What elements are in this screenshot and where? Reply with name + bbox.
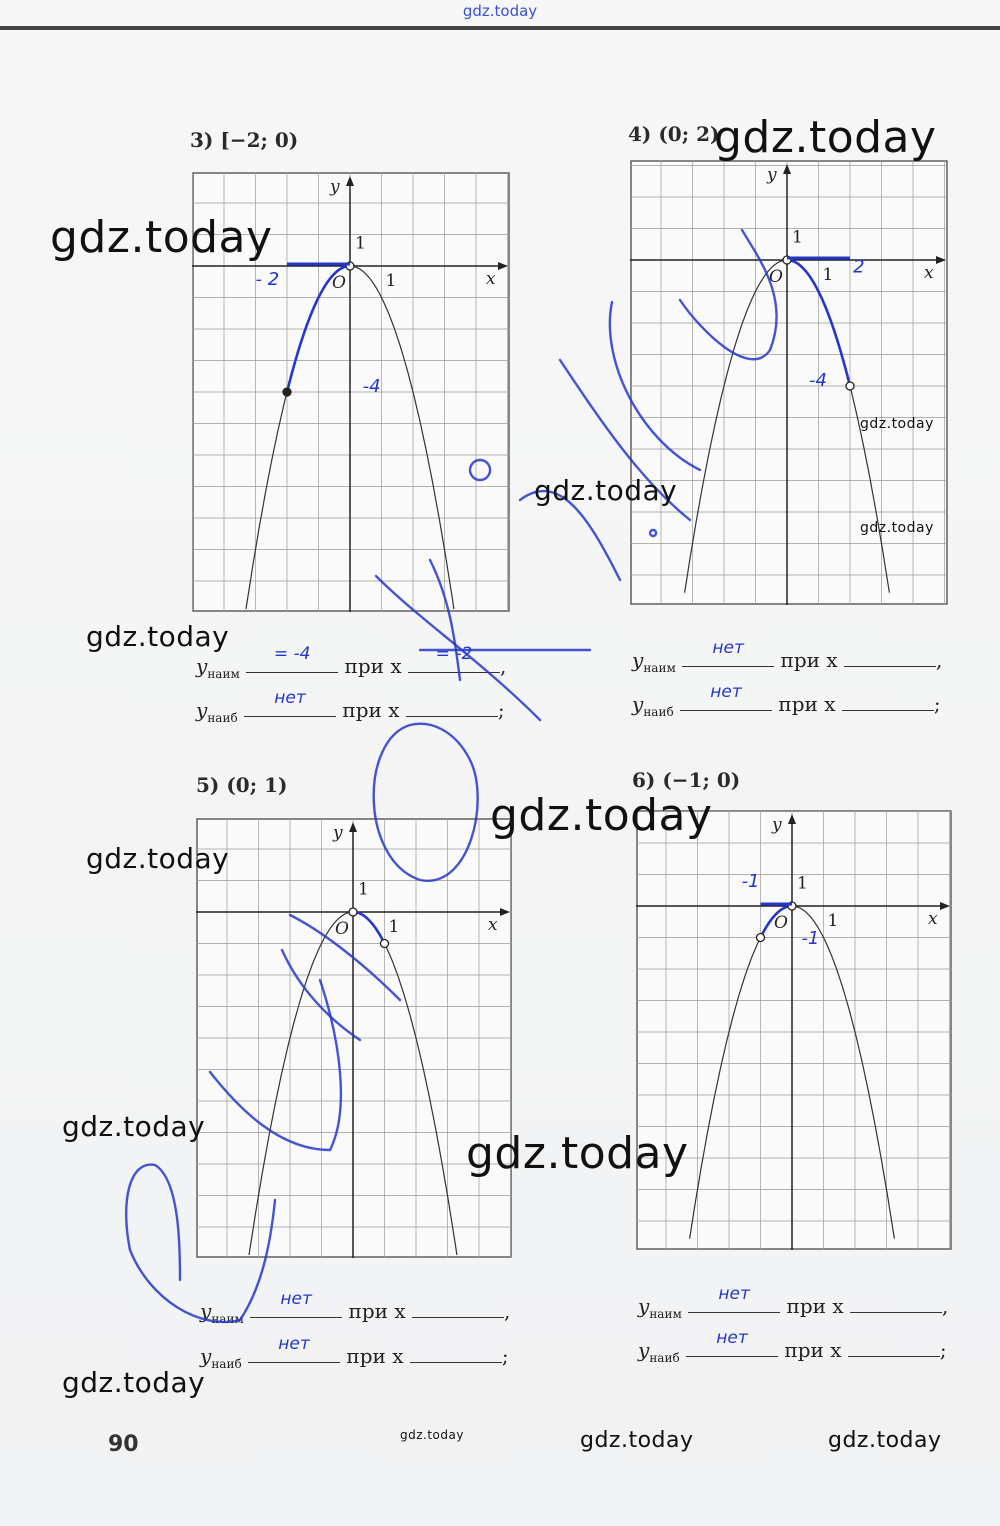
- ink-stroke: [470, 460, 490, 480]
- ink-stroke: [374, 724, 478, 881]
- watermark: gdz.today: [490, 790, 713, 841]
- x-axis-label: x: [486, 269, 496, 289]
- y-unit-label: 1: [358, 879, 369, 900]
- watermark: gdz.today: [714, 112, 937, 163]
- y-axis-label: y: [772, 815, 782, 835]
- watermark: gdz.today: [62, 1366, 206, 1399]
- task-5-max-value[interactable]: нет: [248, 1340, 340, 1363]
- task-3-max-value[interactable]: нет: [244, 694, 336, 717]
- y-unit-label: 1: [797, 873, 808, 894]
- task-3-max-line: $y_{наиб}$ нет при x ;: [196, 688, 505, 725]
- watermark: gdz.today: [860, 416, 934, 432]
- origin-label: O: [774, 913, 788, 933]
- ink-stroke: [376, 576, 540, 720]
- handwritten-note: - 2: [255, 268, 280, 290]
- watermark: gdz.today: [534, 474, 678, 507]
- ink-stroke: [650, 530, 656, 536]
- task-5-min-value[interactable]: нет: [250, 1295, 342, 1318]
- task-5-label: 5) (0; 1): [196, 773, 288, 797]
- ink-stroke: [282, 950, 360, 1040]
- ink-stroke: [210, 980, 341, 1150]
- ink-stroke: [290, 915, 400, 1000]
- task-3-min-line: $y_{наим}$ = -4 при x = -2 ,: [196, 644, 507, 681]
- task-4-min-value[interactable]: нет: [682, 644, 774, 667]
- handwritten-note: -4: [362, 376, 381, 397]
- watermark: gdz.today: [50, 212, 273, 263]
- watermark: gdz.today: [828, 1428, 942, 1453]
- y-axis-label: y: [330, 177, 340, 197]
- y-axis-label: y: [767, 165, 777, 185]
- task-3-min-value[interactable]: = -4: [246, 650, 338, 673]
- task-3-min-x[interactable]: = -2: [408, 650, 500, 673]
- task-3-label: 3) [−2; 0): [190, 128, 299, 152]
- task-6-max-line: $y_{наиб}$ нет при x ;: [638, 1328, 947, 1365]
- ink-stroke: [680, 230, 777, 359]
- watermark: gdz.today: [860, 520, 934, 536]
- task-4-max-value[interactable]: нет: [680, 688, 772, 711]
- y-axis-label: y: [333, 823, 343, 843]
- header-watermark: gdz.today: [462, 2, 538, 20]
- watermark: gdz.today: [580, 1428, 694, 1453]
- task-6-max-value[interactable]: нет: [686, 1334, 778, 1357]
- watermark: gdz.today: [466, 1128, 689, 1179]
- origin-label: O: [335, 919, 349, 939]
- ink-stroke: [610, 302, 700, 470]
- x-unit-label: 1: [388, 917, 400, 937]
- handwritten-note: -1: [741, 871, 760, 893]
- x-axis-label: x: [924, 263, 934, 283]
- watermark: gdz.today: [86, 842, 230, 875]
- origin-label: O: [332, 273, 346, 293]
- task-6-min-line: $y_{наим}$ нет при x ,: [638, 1284, 949, 1321]
- task-4-min-line: $y_{наим}$ нет при x ,: [632, 638, 943, 675]
- ink-stroke: [430, 560, 460, 680]
- x-unit-label: 1: [385, 271, 397, 291]
- task-5-min-line: $y_{наим}$ нет при x ,: [200, 1289, 511, 1326]
- origin-label: O: [769, 267, 783, 287]
- task-6-min-value[interactable]: нет: [688, 1290, 780, 1313]
- task-5-max-line: $y_{наиб}$ нет при x ;: [200, 1334, 509, 1371]
- x-axis-label: x: [488, 915, 498, 935]
- y-unit-label: 1: [355, 233, 366, 254]
- watermark: gdz.today: [62, 1110, 206, 1143]
- y-unit-label: 1: [792, 227, 803, 248]
- task-4-label: 4) (0; 2): [628, 122, 720, 146]
- page-number: 90: [108, 1432, 139, 1457]
- task-6-label: 6) (−1; 0): [632, 768, 741, 792]
- watermark: gdz.today: [86, 620, 230, 653]
- handwritten-note: -4: [809, 370, 828, 391]
- x-unit-label: 1: [822, 265, 834, 285]
- handwritten-note: -1: [801, 927, 820, 949]
- x-unit-label: 1: [827, 911, 839, 931]
- x-axis-label: x: [928, 909, 938, 929]
- ink-stroke: [126, 1165, 275, 1322]
- handwritten-note: 2: [853, 256, 865, 278]
- task-4-max-line: $y_{наиб}$ нет при x ;: [632, 682, 941, 719]
- watermark: gdz.today: [400, 1428, 464, 1442]
